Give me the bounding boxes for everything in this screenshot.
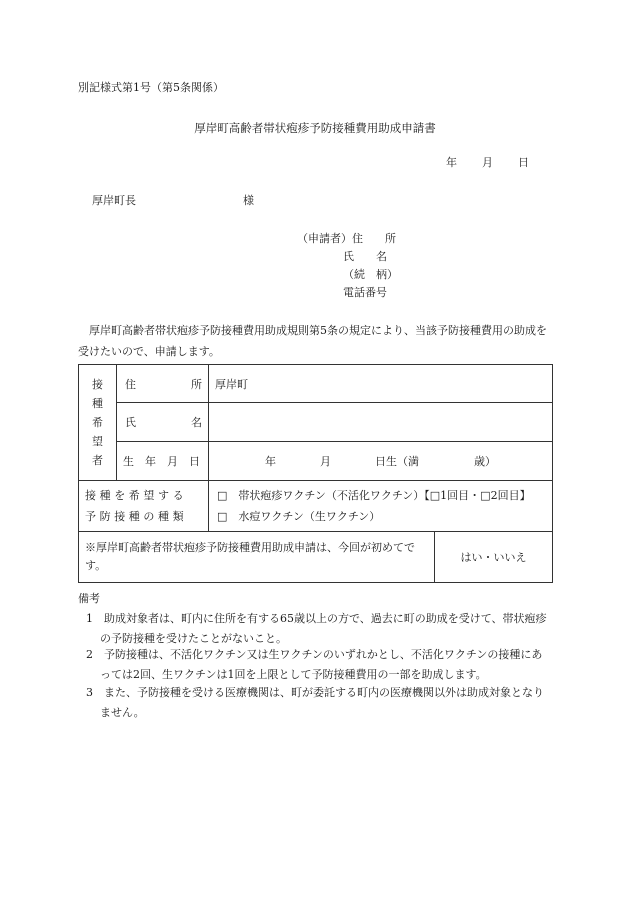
name-label: 氏 名: [117, 403, 209, 442]
note-item: 1 助成対象者は、町内に住所を有する65歳以上の方で、過去に町の助成を受けて、帯状疱疹の予防接種を受けたことがないこと。: [86, 612, 547, 645]
applicant-name-label: 氏 名: [343, 250, 387, 263]
body-text: 厚岸町高齢者帯状疱疹予防接種費用助成規則第5条の規定により、当該予防接種費用の助成を受けたいので、申請します。: [78, 324, 547, 358]
vaccine-type-label: 接種を希望する 予防接種の種類: [79, 481, 209, 532]
note-item: 3 また、予防接種を受ける医療機関は、町が委託する町内の医療機関以外は助成対象となりません。: [86, 686, 544, 719]
birthdate-value[interactable]: 年 月 日生（満 歳）: [209, 442, 553, 481]
date-day-label: 日: [518, 156, 529, 169]
first-time-answer[interactable]: はい・いいえ: [435, 532, 553, 583]
vaccine-options: [209, 481, 553, 532]
birthdate-label: 生 年 月 日: [117, 442, 209, 481]
address-value[interactable]: 厚岸町: [209, 365, 553, 403]
recipient-group-label: 接 種 希 望 者: [79, 365, 117, 481]
name-value[interactable]: [209, 403, 553, 442]
first-time-question: ※厚岸町高齢者帯状疱疹予防接種費用助成申請は、今回が初めてです。: [79, 532, 435, 583]
vaccine-option-inactivated[interactable]: □ 帯状疱疹ワクチン（不活化ワクチン）【□1回目・□2回目】: [217, 489, 531, 502]
vaccine-option-live[interactable]: □ 水痘ワクチン（生ワクチン）: [217, 510, 381, 523]
date-month-label: 月: [482, 156, 493, 169]
applicant-address-label: （申請者）住 所: [297, 232, 396, 245]
form-title: 厚岸町高齢者帯状疱疹予防接種費用助成申請書: [194, 121, 436, 135]
date-field: [446, 155, 529, 170]
form-number: 別記様式第1号（第5条関係）: [78, 81, 224, 94]
applicant-phone-label: 電話番号: [343, 286, 387, 299]
addressee-honorific: 様: [243, 194, 254, 207]
note-item: 2 予防接種は、不活化ワクチン又は生ワクチンのいずれかとし、不活化ワクチンの接種にあっては2回、生ワクチンは1回を上限として予防接種費用の一部を助成します。: [86, 648, 543, 681]
applicant-relation-label: （続 柄）: [343, 268, 398, 281]
notes-title: 備考: [78, 592, 100, 605]
date-year-label: 年: [446, 156, 457, 169]
address-label: 住 所: [117, 365, 209, 403]
application-table: [78, 364, 553, 583]
addressee: 厚岸町長: [92, 194, 136, 207]
